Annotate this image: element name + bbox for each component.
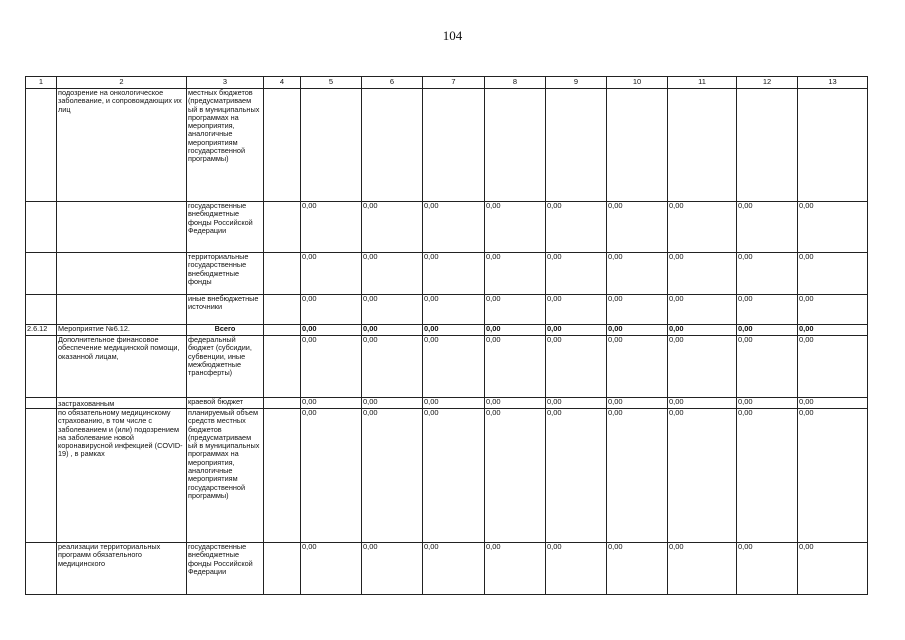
col-header: 12 bbox=[737, 77, 798, 89]
cell-col4 bbox=[264, 202, 301, 253]
col-header: 1 bbox=[26, 77, 57, 89]
funding-source: федеральный бюджет (субсидии, субвенции, иные межбюджетные трансферты) bbox=[187, 336, 264, 398]
row-code: 2.6.12 bbox=[26, 325, 57, 336]
value-cell: 0,00 bbox=[607, 253, 668, 295]
table-row bbox=[26, 202, 868, 253]
value-cell bbox=[362, 89, 423, 202]
row-description bbox=[57, 202, 187, 253]
col-header: 3 bbox=[187, 77, 264, 89]
value-cell: 0,00 bbox=[546, 409, 607, 543]
row-description bbox=[57, 253, 187, 295]
value-cell: 0,00 bbox=[668, 336, 737, 398]
funding-source: иные внебюджетные источники bbox=[187, 295, 264, 325]
table-row bbox=[26, 398, 868, 409]
funding-source: местных бюджетов (предусматриваем ый в муниципальных программах на мероприятия, аналогичные мероприятиям государственной программы) bbox=[187, 89, 264, 202]
value-cell: 0,00 bbox=[607, 409, 668, 543]
value-cell: 0,00 bbox=[362, 325, 423, 336]
value-cell: 0,00 bbox=[798, 336, 868, 398]
value-cell: 0,00 bbox=[737, 336, 798, 398]
col-header: 8 bbox=[485, 77, 546, 89]
value-cell: 0,00 bbox=[668, 543, 737, 595]
value-cell: 0,00 bbox=[668, 325, 737, 336]
row-code bbox=[26, 336, 57, 398]
value-cell: 0,00 bbox=[798, 325, 868, 336]
value-cell: 0,00 bbox=[546, 398, 607, 409]
value-cell bbox=[301, 89, 362, 202]
value-cell: 0,00 bbox=[362, 295, 423, 325]
value-cell: 0,00 bbox=[423, 409, 485, 543]
funding-source: территориальные государственные внебюджетные фонды bbox=[187, 253, 264, 295]
value-cell: 0,00 bbox=[607, 295, 668, 325]
value-cell: 0,00 bbox=[301, 409, 362, 543]
col-header: 7 bbox=[423, 77, 485, 89]
table-row bbox=[26, 409, 868, 543]
cell-col4 bbox=[264, 398, 301, 409]
row-code bbox=[26, 253, 57, 295]
col-header: 6 bbox=[362, 77, 423, 89]
col-header: 11 bbox=[668, 77, 737, 89]
col-header: 13 bbox=[798, 77, 868, 89]
row-description: подозрение на онкологическое заболевание, и сопровождающих их лиц bbox=[57, 89, 187, 202]
col-header: 10 bbox=[607, 77, 668, 89]
col-header: 5 bbox=[301, 77, 362, 89]
value-cell: 0,00 bbox=[485, 543, 546, 595]
value-cell: 0,00 bbox=[668, 398, 737, 409]
value-cell: 0,00 bbox=[798, 543, 868, 595]
value-cell bbox=[485, 89, 546, 202]
value-cell: 0,00 bbox=[362, 398, 423, 409]
value-cell: 0,00 bbox=[362, 253, 423, 295]
value-cell bbox=[798, 89, 868, 202]
value-cell: 0,00 bbox=[737, 409, 798, 543]
value-cell: 0,00 bbox=[485, 253, 546, 295]
row-description bbox=[57, 295, 187, 325]
value-cell bbox=[668, 89, 737, 202]
value-cell: 0,00 bbox=[485, 409, 546, 543]
value-cell bbox=[546, 89, 607, 202]
value-cell: 0,00 bbox=[798, 253, 868, 295]
value-cell: 0,00 bbox=[737, 543, 798, 595]
value-cell: 0,00 bbox=[798, 398, 868, 409]
funding-source: Всего bbox=[187, 325, 264, 336]
budget-table bbox=[25, 76, 868, 595]
value-cell bbox=[737, 89, 798, 202]
value-cell: 0,00 bbox=[798, 295, 868, 325]
value-cell: 0,00 bbox=[423, 325, 485, 336]
table-row bbox=[26, 89, 868, 202]
value-cell: 0,00 bbox=[423, 202, 485, 253]
table-row bbox=[26, 253, 868, 295]
value-cell: 0,00 bbox=[485, 336, 546, 398]
table-row bbox=[26, 336, 868, 398]
funding-source: краевой бюджет bbox=[187, 398, 264, 409]
value-cell: 0,00 bbox=[423, 543, 485, 595]
col-header: 9 bbox=[546, 77, 607, 89]
cell-col4 bbox=[264, 253, 301, 295]
value-cell: 0,00 bbox=[546, 295, 607, 325]
value-cell: 0,00 bbox=[798, 409, 868, 543]
value-cell: 0,00 bbox=[362, 543, 423, 595]
col-header: 4 bbox=[264, 77, 301, 89]
row-description: по обязательному медицинскому страхованию, в том числе с заболеванием и (или) подозрением на заболевание новой коронавирусной инфекцией (COVID-19) , в рамках bbox=[57, 409, 187, 543]
table-row bbox=[26, 325, 868, 336]
value-cell: 0,00 bbox=[362, 336, 423, 398]
value-cell: 0,00 bbox=[485, 398, 546, 409]
value-cell: 0,00 bbox=[301, 543, 362, 595]
cell-col4 bbox=[264, 295, 301, 325]
value-cell: 0,00 bbox=[607, 398, 668, 409]
value-cell: 0,00 bbox=[423, 295, 485, 325]
row-code bbox=[26, 202, 57, 253]
value-cell bbox=[607, 89, 668, 202]
value-cell: 0,00 bbox=[737, 253, 798, 295]
value-cell: 0,00 bbox=[737, 202, 798, 253]
table-row bbox=[26, 295, 868, 325]
value-cell: 0,00 bbox=[607, 336, 668, 398]
value-cell: 0,00 bbox=[546, 543, 607, 595]
row-description: Дополнительное финансовое обеспечение медицинской помощи, оказанной лицам, bbox=[57, 336, 187, 398]
cell-col4 bbox=[264, 543, 301, 595]
cell-col4 bbox=[264, 409, 301, 543]
value-cell: 0,00 bbox=[423, 336, 485, 398]
value-cell: 0,00 bbox=[423, 398, 485, 409]
value-cell: 0,00 bbox=[301, 325, 362, 336]
row-description: реализации территориальных программ обязательного медицинского bbox=[57, 543, 187, 595]
value-cell: 0,00 bbox=[546, 336, 607, 398]
value-cell: 0,00 bbox=[607, 202, 668, 253]
row-code bbox=[26, 409, 57, 543]
header-row bbox=[26, 77, 868, 89]
row-description: застрахованным bbox=[57, 398, 187, 409]
row-code bbox=[26, 398, 57, 409]
value-cell: 0,00 bbox=[485, 295, 546, 325]
value-cell: 0,00 bbox=[668, 409, 737, 543]
value-cell: 0,00 bbox=[301, 336, 362, 398]
value-cell: 0,00 bbox=[798, 202, 868, 253]
row-code bbox=[26, 543, 57, 595]
value-cell: 0,00 bbox=[546, 325, 607, 336]
funding-source: государственные внебюджетные фонды Российской Федерации bbox=[187, 202, 264, 253]
value-cell: 0,00 bbox=[301, 398, 362, 409]
cell-col4 bbox=[264, 89, 301, 202]
value-cell: 0,00 bbox=[607, 543, 668, 595]
value-cell: 0,00 bbox=[737, 325, 798, 336]
funding-source: государственные внебюджетные фонды Российской Федерации bbox=[187, 543, 264, 595]
page-number: 104 bbox=[442, 28, 463, 43]
row-code bbox=[26, 89, 57, 202]
value-cell bbox=[423, 89, 485, 202]
funding-source: планируемый объем средств местных бюджетов (предусматриваем ый в муниципальных программах на мероприятия, аналогичные мероприятиям государственной программы) bbox=[187, 409, 264, 543]
cell-col4 bbox=[264, 325, 301, 336]
value-cell: 0,00 bbox=[737, 295, 798, 325]
value-cell: 0,00 bbox=[737, 398, 798, 409]
value-cell: 0,00 bbox=[423, 253, 485, 295]
value-cell: 0,00 bbox=[668, 202, 737, 253]
value-cell: 0,00 bbox=[546, 253, 607, 295]
value-cell: 0,00 bbox=[362, 202, 423, 253]
col-header: 2 bbox=[57, 77, 187, 89]
value-cell: 0,00 bbox=[607, 325, 668, 336]
value-cell: 0,00 bbox=[362, 409, 423, 543]
table-row bbox=[26, 543, 868, 595]
value-cell: 0,00 bbox=[485, 202, 546, 253]
value-cell: 0,00 bbox=[546, 202, 607, 253]
row-code bbox=[26, 295, 57, 325]
value-cell: 0,00 bbox=[301, 202, 362, 253]
value-cell: 0,00 bbox=[485, 325, 546, 336]
value-cell: 0,00 bbox=[301, 253, 362, 295]
cell-col4 bbox=[264, 336, 301, 398]
value-cell: 0,00 bbox=[301, 295, 362, 325]
row-description: Мероприятие №6.12. bbox=[57, 325, 187, 336]
value-cell: 0,00 bbox=[668, 295, 737, 325]
value-cell: 0,00 bbox=[668, 253, 737, 295]
